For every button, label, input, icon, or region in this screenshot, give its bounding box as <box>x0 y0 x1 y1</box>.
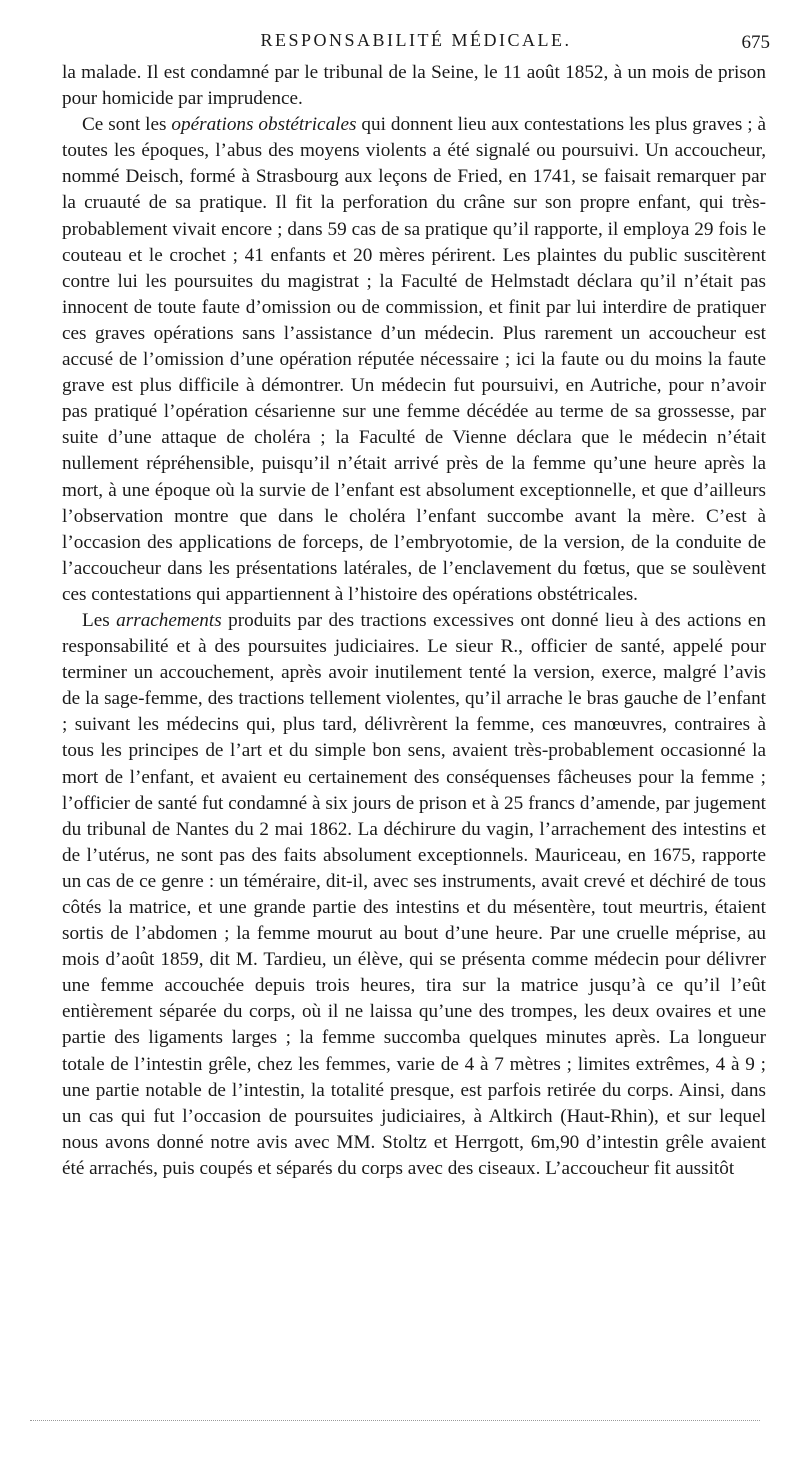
text-run: la malade. Il est condamné par le tribunal de la Seine, le 11 août 1852, à un mois de prison pour homicide par imprudence. <box>62 62 766 110</box>
text-run: qui donnent lieu aux contestations les plus graves ; à toutes les époques, l’abus des moyens violents a été signalé ou poursuivi. Un accoucheur, nommé Deisch, formé à Strasbourg aux leçons de Fried, en 1741, se faisait remarquer par la cruauté de sa pratique. Il fit la perforation du crâne sur son propre enfant, qui très-probablement vivait encore ; dans 59 cas de sa pratique qu’il rapporte, il employa 29 fois le couteau et le crochet ; 41 enfants et 20 mères périrent. Les plaintes du public suscitèrent contre lui les poursuites du magistrat ; la Faculté de Helmstadt déclara qu’il n’était pas innocent de toute faute d’omission ou de commission, et finit par lui interdire de pratiquer ces graves opérations sans l’assistance d’un médecin. Plus rarement un accoucheur est accusé de l’omission d’une opération réputée nécessaire ; ici la faute ou du moins la faute grave est plus difficile à démontrer. Un médecin fut poursuivi, en Autriche, pour n’avoir pas pratiqué l’opération césarienne sur une femme décédée au terme de sa grossesse, par suite d’une attaque de choléra ; la Faculté de Vienne déclara que le médecin n’était nullement répréhensible, puisqu’il n’était arrivé près de la femme qu’une heure après la mort, à une époque où la survie de l’enfant est absolument exceptionnelle, et que d’ailleurs l’observation montre que dans le choléra l’enfant succombe avant la mère. C’est à l’occasion des applications de forceps, de l’embryotomie, de la version, de la conduite de l’accoucheur dans les présentations latérales, de l’enclavement du fœtus, que se soulèvent ces contestations qui appartiennent à l’histoire des opérations obstétricales. <box>62 114 766 605</box>
italic-term: opérations obstétricales <box>171 114 357 136</box>
paragraph <box>62 608 766 1182</box>
running-title: RESPONSABILITÉ MÉDICALE. <box>260 30 572 50</box>
footer-divider <box>30 1420 760 1421</box>
page-header <box>62 30 770 60</box>
text-run: produits par des tractions excessives ont donné lieu à des actions en responsabilité et à des poursuites judiciaires. Le sieur R., officier de santé, appelé pour terminer un accouchement, après avoir inutilement tenté la version, exerce, malgré l’avis de la sage-femme, des tractions tellement violentes, qu’il arrache le bras gauche de l’enfant ; suivant les médecins qui, plus tard, délivrèrent la femme, ces manœuvres, contraires à tous les principes de l’art et du simple bon sens, avaient très-probablement occasionné la mort de l’enfant, et avaient eu certainement des conséquenses fâcheuses pour la femme ; l’officier de santé fut condamné à six jours de prison et à 25 francs d’amende, par jugement du tribunal de Nantes du 2 mai 1862. La déchirure du vagin, l’arrachement des intestins et de l’utérus, ne sont pas des faits absolument exceptionnels. Mauriceau, en 1675, rapporte un cas de ce genre : un téméraire, dit-il, avec ses instruments, avait crevé et déchiré de tous côtés la matrice, et une grande partie des intestins et du mésentère, tout meurtris, étaient sortis de l’abdomen ; la femme mourut au bout d’une heure. Par une cruelle méprise, au mois d’août 1859, dit M. Tardieu, un élève, qui se présenta comme médecin pour délivrer une femme accouchée depuis trois heures, tira sur la matrice jusqu’à ce qu’il l’eût entièrement séparée du corps, où il ne laissa qu’une des trompes, les deux ovaires et une partie des ligaments larges ; la femme succomba quelques minutes après. La longueur totale de l’intestin grêle, chez les femmes, varie de 4 à 7 mètres ; limites extrêmes, 4 à 9 ; une partie notable de l’intestin, la totalité presque, est parfois retirée du corps. Ainsi, dans un cas qui fut l’occasion de poursuites judiciaires, à Altkirch (Haut-Rhin), et sur lequel nous avons donné notre avis avec MM. Stoltz et Herrgott, 6m,90 d’intestin grêle avaient été arrachés, puis coupés et séparés du corps avec des ciseaux. L’accoucheur fit aussitôt <box>62 609 766 1179</box>
page-number: 675 <box>741 32 770 53</box>
text-run: Ce sont les <box>82 114 172 136</box>
paragraph <box>62 112 766 608</box>
text-run: Les <box>82 609 117 631</box>
body-text <box>62 60 766 1182</box>
paragraph <box>62 60 766 112</box>
italic-term: arrachements <box>116 609 222 631</box>
